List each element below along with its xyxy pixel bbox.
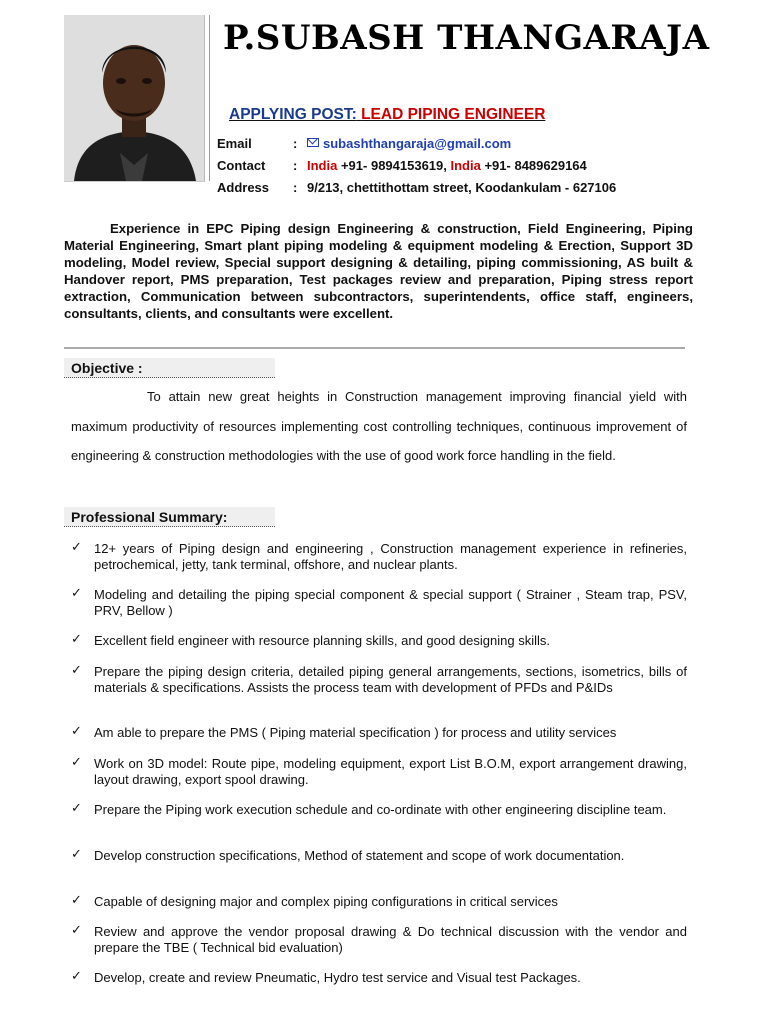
list-item: ✓ Capable of designing major and complex piping configurations in critical services <box>71 893 558 909</box>
check-icon: ✓ <box>71 923 82 938</box>
check-icon: ✓ <box>71 893 82 908</box>
header-divider <box>209 15 210 181</box>
check-icon: ✓ <box>71 540 82 555</box>
list-item: ✓ Work on 3D model: Route pipe, modeling equipment, export List B.O.M, export arrangement drawing, layout drawing, export spool drawing. <box>71 755 687 787</box>
applying-post <box>229 106 545 124</box>
contact-block <box>217 133 616 199</box>
list-item: ✓ Review and approve the vendor proposal drawing & Do technical discussion with the vendor and prepare the TBE ( Technical bid evaluation) <box>71 923 687 955</box>
list-item: ✓ Prepare the Piping work execution schedule and co-ordinate with other engineering discipline team. <box>71 801 667 817</box>
objective-text: To attain new great heights in Construction management improving financial yield with maximum productivity of resources implementing cost controlling techniques, continuous improvement of engineering & construction methodologies with the use of good work force handling in the field. <box>71 389 687 463</box>
phone-row <box>217 155 616 177</box>
check-icon: ✓ <box>71 801 82 816</box>
check-icon: ✓ <box>71 847 82 862</box>
mail-icon <box>307 138 319 147</box>
list-item: ✓ Prepare the piping design criteria, detailed piping general arrangements, sections, isometrics, bills of materials & specifications. Assists the process team with development of PFDs and P&IDs <box>71 663 687 695</box>
address-colon: : <box>293 180 298 195</box>
phone1-country: India <box>307 158 338 173</box>
candidate-name: P.SUBASH THANGARAJA <box>223 18 710 58</box>
address-value: 9/213, chettithottam street, Koodankulam - 627106 <box>307 180 617 195</box>
check-icon: ✓ <box>71 663 82 678</box>
check-icon: ✓ <box>71 755 82 770</box>
list-item: ✓ Am able to prepare the PMS ( Piping material specification ) for process and utility services <box>71 724 617 740</box>
email-label: Email <box>217 136 252 151</box>
experience-summary: Experience in EPC Piping design Engineering & construction, Field Engineering, Piping Material Engineering, Smart plant piping modeling & equipment modeling & Erection, Support 3D modeling, Model review, Special support designing & detailing, piping commissioning, AS built & Handover report, PMS preparation, Test packages review and preparation, Piping stress report extraction, Communication between subcontractors, superintendents, office staff, engineers, consultants, clients, and consultants were excellent. <box>64 221 693 321</box>
phone2-number: +91- 8489629164 <box>484 158 587 173</box>
check-icon: ✓ <box>71 724 82 739</box>
address-row <box>217 177 616 199</box>
profile-photo <box>64 15 205 182</box>
contact-colon: : <box>293 158 298 173</box>
objective-heading: Objective : <box>64 358 275 378</box>
list-item: ✓ Develop construction specifications, Method of statement and scope of work documentation. <box>71 847 625 863</box>
phone1-number: +91- 9894153619, <box>340 158 447 173</box>
email-colon: : <box>293 136 298 151</box>
check-icon: ✓ <box>71 632 82 647</box>
person-portrait <box>64 15 204 181</box>
summary-heading: Professional Summary: <box>64 507 275 527</box>
address-label: Address <box>217 180 270 195</box>
check-icon: ✓ <box>71 969 82 984</box>
email-link[interactable]: subashthangaraja@gmail.com <box>323 136 512 151</box>
email-row <box>217 133 616 155</box>
check-icon: ✓ <box>71 586 82 601</box>
list-item: ✓ 12+ years of Piping design and engineering , Construction management experience in refineries, petrochemical, jetty, tank terminal, offshore, and nuclear plants. <box>71 540 687 572</box>
section-divider <box>64 347 685 349</box>
phone2-country: India <box>450 158 481 173</box>
applying-post-label: APPLYING POST: <box>229 106 357 123</box>
list-item: ✓ Develop, create and review Pneumatic, Hydro test service and Visual test Packages. <box>71 969 581 985</box>
list-item: ✓ Modeling and detailing the piping special component & special support ( Strainer , Steam trap, PSV, PRV, Bellow ) <box>71 586 687 618</box>
list-item: ✓ Excellent field engineer with resource planning skills, and good designing skills. <box>71 632 550 648</box>
applying-post-value: LEAD PIPING ENGINEER <box>361 106 546 123</box>
contact-label: Contact <box>217 158 266 173</box>
